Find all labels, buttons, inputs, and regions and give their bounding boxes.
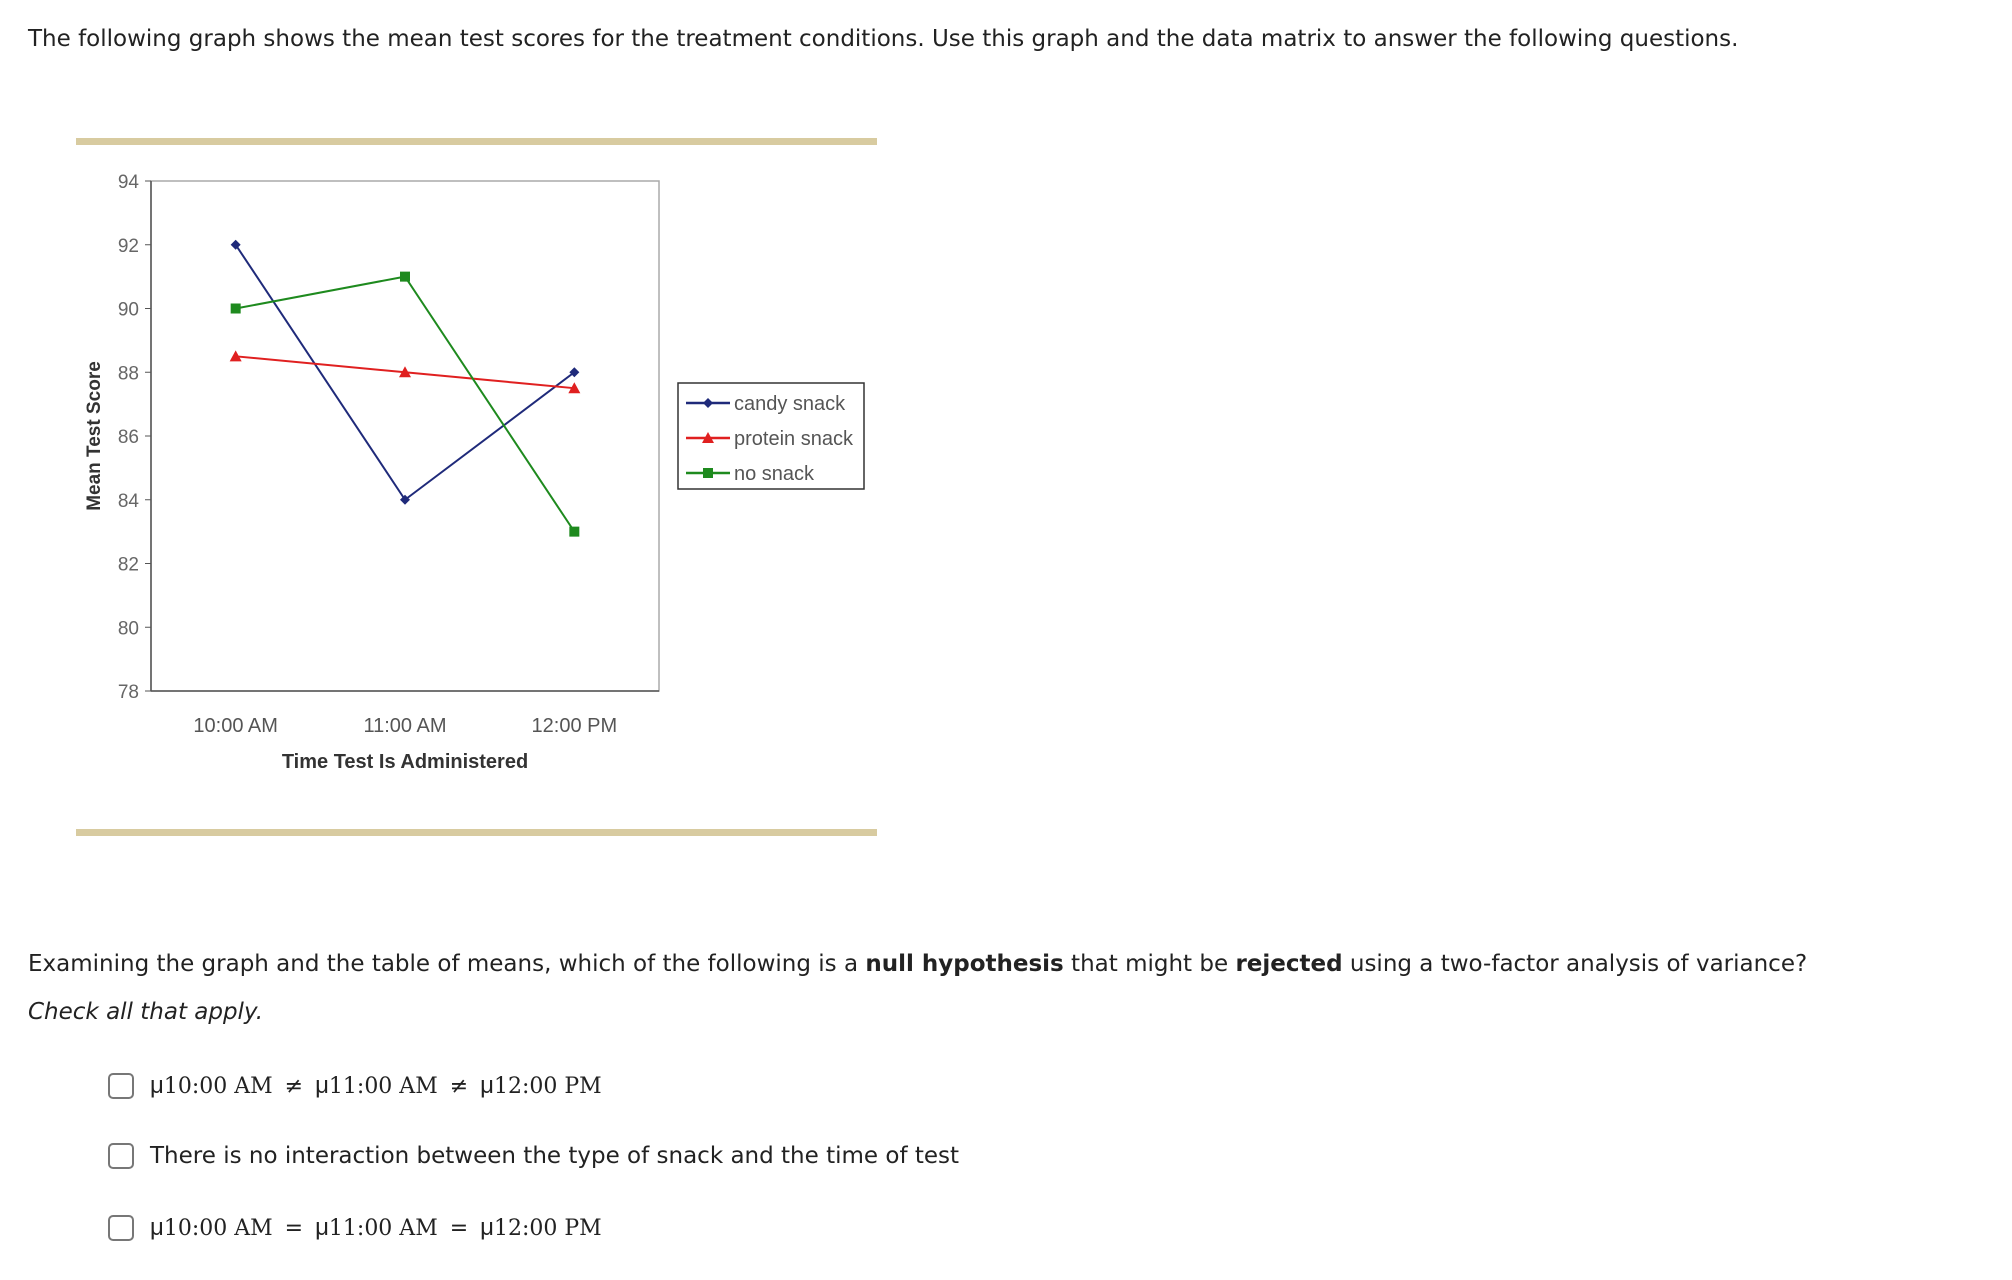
data-point-no-snack xyxy=(569,527,579,537)
mu-symbol: μ xyxy=(480,1072,494,1099)
y-tick-label: 88 xyxy=(117,363,139,385)
y-tick-label: 82 xyxy=(117,554,139,576)
y-tick-label: 92 xyxy=(117,235,139,257)
checkbox[interactable] xyxy=(108,1073,134,1099)
operator: = xyxy=(449,1216,469,1241)
mu-symbol: μ xyxy=(315,1214,329,1241)
subscript: 12:00 PM xyxy=(493,1216,602,1241)
mu-symbol: μ xyxy=(480,1214,494,1241)
y-tick-label: 78 xyxy=(117,682,139,703)
y-tick-label: 80 xyxy=(117,618,139,640)
question-part: Examining the graph and the table of means, which of the following is a xyxy=(28,951,866,977)
mu-symbol: μ xyxy=(315,1072,329,1099)
x-tick-label: 11:00 AM xyxy=(363,715,447,737)
y-tick-label: 90 xyxy=(117,299,139,321)
data-point-no-snack xyxy=(400,272,410,282)
y-tick-label: 94 xyxy=(117,172,139,193)
hypothesis-formula xyxy=(150,1214,602,1242)
subscript: 12:00 PM xyxy=(493,1074,602,1099)
y-axis-title: Mean Test Score xyxy=(84,361,105,511)
subscript: 10:00 AM xyxy=(163,1216,273,1241)
line-chart xyxy=(0,0,900,840)
question-text xyxy=(28,940,1828,1036)
subscript: 11:00 AM xyxy=(328,1216,438,1241)
intro-text: The following graph shows the mean test scores for the treatment conditions. Use this graph and the data matrix to answer the following questions. xyxy=(28,26,1739,52)
subscript: 10:00 AM xyxy=(163,1074,273,1099)
operator: ≠ xyxy=(449,1074,469,1099)
question-part: that might be xyxy=(1063,951,1236,977)
checkbox[interactable] xyxy=(108,1215,134,1241)
legend-marker xyxy=(703,468,713,478)
subscript: 11:00 AM xyxy=(328,1074,438,1099)
mu-symbol: μ xyxy=(150,1072,164,1099)
x-tick-label: 12:00 PM xyxy=(531,715,618,737)
data-point-no-snack xyxy=(231,304,241,314)
operator: = xyxy=(284,1216,304,1241)
y-tick-label: 84 xyxy=(117,490,139,512)
hypothesis-formula xyxy=(150,1072,602,1100)
y-tick-label: 86 xyxy=(117,427,139,448)
x-tick-label: 10:00 AM xyxy=(193,715,278,737)
legend-label: protein snack xyxy=(734,428,853,450)
option-2[interactable] xyxy=(108,1143,959,1169)
checkbox[interactable] xyxy=(108,1143,134,1169)
question-bold: rejected xyxy=(1235,951,1343,977)
plot-area xyxy=(151,181,659,691)
legend-label: candy snack xyxy=(734,393,846,415)
legend-label: no snack xyxy=(734,463,815,485)
option-label: There is no interaction between the type of snack and the time of test xyxy=(150,1143,960,1169)
option-3[interactable] xyxy=(108,1214,602,1242)
operator: ≠ xyxy=(284,1074,304,1099)
question-bold: null hypothesis xyxy=(865,951,1064,977)
mu-symbol: μ xyxy=(150,1214,164,1241)
option-1[interactable] xyxy=(108,1072,602,1100)
question-instruction: Check all that apply. xyxy=(28,999,264,1025)
question-part: using a two-factor analysis of variance? xyxy=(1342,951,1808,977)
x-axis-title: Time Test Is Administered xyxy=(281,751,529,773)
